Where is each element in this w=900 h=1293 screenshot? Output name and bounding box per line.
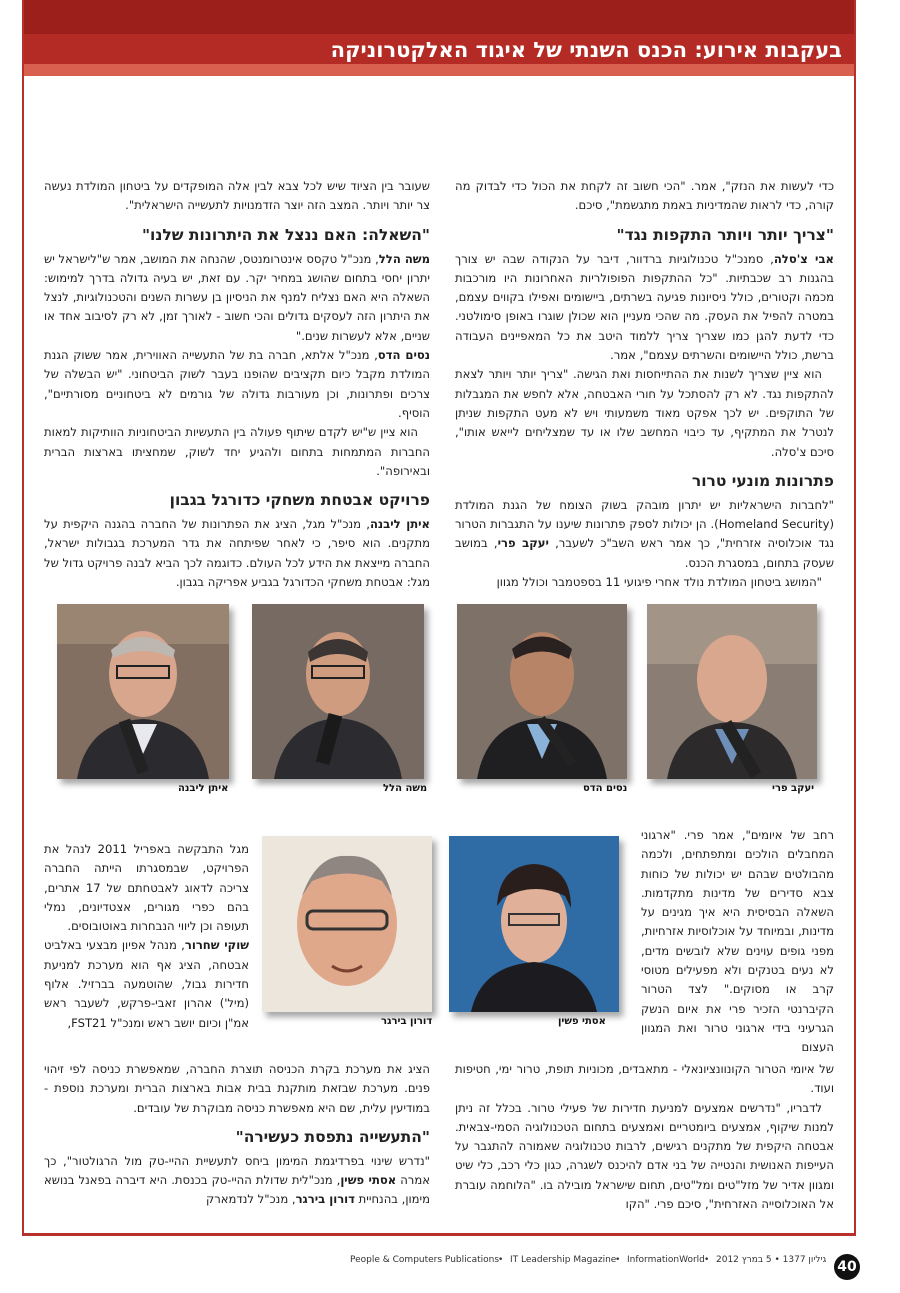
paragraph: "המושג ביטחון המולדת נולד אחרי פיגועי 11 בספטמבר וכולל מגוון	[496, 575, 822, 590]
article-column-bottom-left	[44, 1060, 430, 1210]
paragraph-text: , סמנכ"ל טכנולוגיות ברדוור, דיבר על הנקודה שבה יש צורך בהגנות רב שכבתיות. "כל ההתקפות הפופולריות האחרונות היו מורכבות מכמה וקטורים, כולל ניסיונות פגיעה בשרתים, ביישומים ואפילו בקווים עצמם, במטרה להפיל את העסק. מה שהכי מעניין הוא שכולן שוגרו באופן סימולטני. כדי לדעת להגן כמו שצריך צריך ללמוד היטב את כל המאפיינים העבודה ברשת, כולל היישומים והשרתים עצמם", אמר.	[455, 251, 834, 363]
page-title: בעקבות אירוע: הכנס השנתי של איגוד האלקטרוניקה	[330, 38, 842, 62]
paragraph-text: , במושב שעסק בתחום, במסגרת הכנס.	[455, 536, 834, 570]
photo-caption: משה הלל	[383, 783, 428, 794]
paragraph: רחב של איומים", אמר פרי. "ארגוני המחבלים הולכים ומתפתחים, ולכמה מהבולטים שבהם יש יכולות של כוחות צבא סדירים של מדינות מתקדמות. השאלה הבסיסית היא איך מגינים על מדינות, ובמיוחד על אוכלוסיות אזרחיות, מפני גופים עוינים שלא לובשים מדים, לא נעים בטנקים ולא מפעילים מטוסי קרב או מסוקים." לצד הטרור הקיברנטי הזכיר פרי את איום הנשק הגרעיני בידי ארגוני טרור ואת המגוון העצום	[641, 828, 834, 1055]
footer-bullet: •	[615, 1255, 621, 1265]
paragraph	[455, 496, 834, 573]
photo-caption: איתן ליבנה	[178, 783, 229, 794]
footer-bullet: •	[498, 1255, 504, 1265]
speaker-name: נסים הדס	[377, 348, 430, 363]
paragraph: כדי לעשות את הנזק", אמר. "הכי חשוב זה לקחת את הכול כדי לבדוק מה קורה, כדי לראות שהמדיניות באמת מתגשמת", סיכם.	[455, 179, 834, 213]
subheading: פתרונות מונעי טרור	[691, 471, 834, 490]
subheading: "צריך יותר ויותר התקפות נגד"	[616, 225, 834, 244]
speaker-name: יעקב פרי	[497, 536, 549, 551]
paragraph: הציג את מערכת בקרת הכניסה תוצרת החברה, שמאפשרת כניסה לפי זיהוי פנים. מערכת שבזאת מותקנת בבית אבות בארצות הברית ומערכת נוספת - במודיעין עלית, שם היא מאפשרת כניסה מבוקרת של עובדים.	[44, 1062, 430, 1115]
footer-issue: גיליון 1377 • 5 במרץ 2012	[716, 1255, 827, 1265]
speaker-name: אבי צ'סלה	[773, 251, 834, 266]
paragraph	[44, 250, 430, 346]
article-column-lower-left	[44, 840, 249, 1033]
speaker-name: משה הלל	[378, 251, 430, 266]
paragraph	[44, 515, 430, 592]
footer-magazine: IT Leadership Magazine	[510, 1255, 617, 1265]
paragraph: לדבריו, "נדרשים אמצעים למניעת חדירות של פעילי טרור. בכלל זה ניתן למנות שיקוף, אמצעים ביומטריים ואמצעים בתחום הטכנולוגיה הסמי-צבאית. אבטחה היקפית של מתקנים רגישים, לרבות טכנולוגיה שאמורה להתגבר על העייפות האנושית והנטייה של בני אדם להיכנס לשגרה, כגון כלי רכב, כלי שיט ומגוון אדיר של מזל"טים ומל"טים, תחום שישראל מובילה בו. "הלוחמה עוברת אל האוכלוסייה האזרחית", סיכם פרי. "הקו	[455, 1100, 834, 1212]
paragraph-text: "נדרש שינוי בפרדיגמת המימון ביחס לתעשיית ההיי-טק מול הרגולטור", כך אמרה	[44, 1153, 430, 1188]
paragraph	[44, 346, 430, 423]
paragraph-text: "לחברות הישראליות יש יתרון מובהק בשוק הצומח של הגנת המולדת (Homeland Security). הן יכולות לספק פתרונות שיענו על התגברות הטרור נגד אוכלוסיה אזרחית", כך אמר ראש השב"כ לשעבר,	[455, 497, 834, 551]
page-number: 40	[834, 1254, 860, 1280]
article-column-bottom-right	[455, 1060, 834, 1214]
photo-caption: אסתי פשין	[558, 1016, 606, 1027]
footer-site: InformationWorld	[627, 1255, 705, 1265]
paragraph: הוא ציין שצריך לשנות את ההתייחסות ואת הגישה. "צריך יותר ויותר לצאת להתקפות נגד. לא רק להסתכל על חורי האבטחה, אלא לחפש את המגבלות של התוקפים. יש לכך אפקט מאוד משמעותי ויש לא מעט התקפות שניתן לנטרל את המתקיף, עד כיבוי המחשב שלו או עד שמצליחים לייאש אותו", סיכם צ'סלה.	[455, 367, 834, 459]
speaker-name: איתן ליבנה	[369, 517, 430, 532]
speaker-photo	[262, 836, 432, 1012]
article-column-right	[455, 177, 834, 592]
photo-caption: יעקב פרי	[772, 783, 815, 794]
subheading: פרויקט אבטחת משחקי כדורגל בגבון	[169, 491, 430, 510]
speaker-photo	[57, 604, 229, 779]
paragraph	[455, 250, 834, 366]
subheading: "השאלה: האם ננצל את היתרונות שלנו"	[141, 225, 430, 244]
paragraph: מגל התבקשה באפריל 2011 לנהל את הפרויקט, שבמסגרתו הייתה החברה צריכה לדאוג לאבטחתם של 17 אתרים, בהם כפרי מגורים, אצטדיונים, נמלי תעופה וכן ליווי הנבחרות באוטובוסים.	[44, 842, 249, 934]
speaker-photo	[449, 836, 619, 1012]
speaker-photo	[457, 604, 627, 779]
paragraph-text: , מנכ"ל אלתא, חברה בת של התעשייה האווירית, אמר ששוק הגנת המולדת מקבל כיום תקציבים שהופנו בעבר לשוק הביטחוני. "יש הבשלה של צרכים ופתרונות, וכן מעורבות גדולה של גורמים לא ביטחוניים מסורתיים", הוסיף.	[44, 348, 430, 420]
paragraph-text: , מנכ"ל טקסס אינטרומנטס, שהנחה את המושב, אמר ש"לישראל יש יתרון יחסי בתחום שהושג במחיר יקר. עם זאת, יש בעיה גדולה בדרך למימוש: השאלה היא האם נצליח למנף את הניסיון בן עשרות השנים והטכנולוגיות, לנצל את היתרון הזה לעסקים גדולים והכי חשוב - לאורך זמן, לא רק לסיבוב אחד או שניים, אלא לעשרות שנים."	[44, 251, 430, 343]
speaker-photo	[647, 604, 817, 779]
paragraph-text: , מנהל אפיון מבצעי באלביט אבטחה, הציג אף הוא מערכת למניעת חדירות גבול, שהוטמעה בברזיל. אלוף (מיל') אהרון זאבי-פרקש, לשעבר ראש אמ"ן וכיום יושב ראש ומנכ"ל FST21,	[44, 938, 249, 1030]
photo-caption: דורון בירגר	[381, 1016, 433, 1027]
paragraph-text: , מנכ"לית שדולת ההיי-טק בכנסת. היא דיברה בפאנל בנושא מימון, בהנחיית	[44, 1173, 430, 1207]
speaker-photo	[252, 604, 424, 779]
speaker-name: אסתי פשין	[340, 1173, 397, 1188]
paragraph	[44, 1152, 430, 1210]
speaker-name: דורון בירגר	[295, 1192, 355, 1207]
paragraph	[44, 936, 249, 1032]
paragraph: הוא ציין ש"יש לקדם שיתוף פעולה בין התעשיות הביטחוניות הוותיקות למאות החברות המתמחות בתחום ולהגיע יחד לשוק, שמחציתו בארצות הברית ובאירופה".	[44, 425, 430, 478]
paragraph: שעובר בין הציוד שיש לכל צבא לבין אלה המופקדים על ביטחון המולדת נעשה צר יותר ויותר. המצב הזה יוצר הזדמנויות לתעשייה הישראלית".	[44, 179, 430, 213]
paragraph-text: , מנכ"ל מגל, הציג את הפתרונות של החברה בהגנה היקפית על מתקנים. הוא סיפר, כי לאחר שפיתחה את גדר המערכת בגבולות ישראל, החברה מייצאת את הידע לכל העולם. כדוגמה לכך הביא לבנה פרויקט גדול של מגל: אבטחת משחקי הכדורגל בגביע אפריקה בגבון.	[44, 517, 430, 590]
speaker-name: שוקי שחרור	[184, 938, 249, 953]
photo-caption: נסים הדס	[583, 783, 628, 794]
subheading: "התעשייה נתפסת כעשירה"	[235, 1127, 430, 1146]
article-column-left	[44, 177, 430, 592]
footer-bullet: •	[704, 1255, 710, 1265]
paragraph: של איומי הטרור הקונוונציונאלי - מתאבדים, מכוניות תופת, טרור ימי, חטיפות ועוד.	[455, 1062, 834, 1096]
footer-publisher: People & Computers Publications	[350, 1255, 500, 1265]
paragraph-text: , מנכ"ל לנדמארק	[205, 1192, 296, 1207]
article-column-lower-right	[641, 826, 834, 1058]
